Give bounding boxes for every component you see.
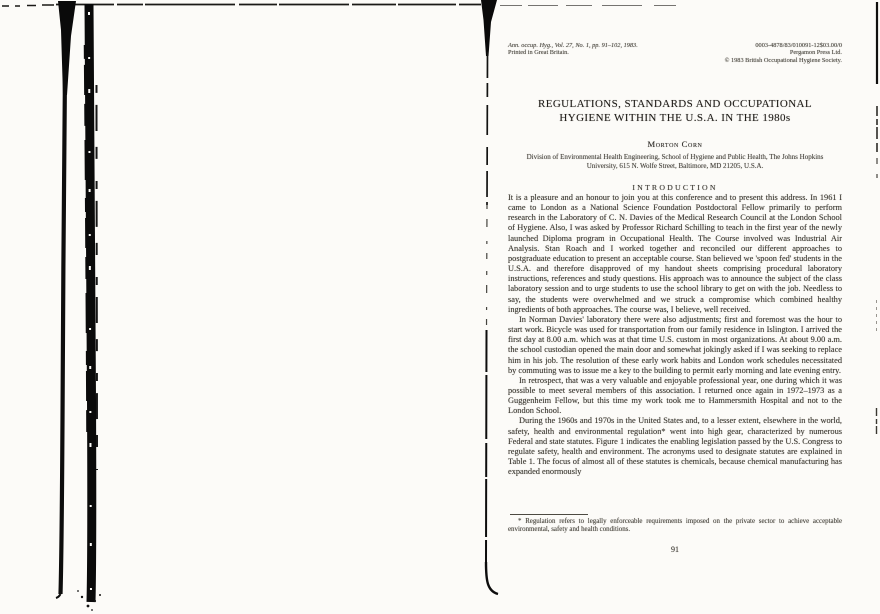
section-heading-introduction: INTRODUCTION xyxy=(632,183,718,192)
journal-header xyxy=(508,42,842,64)
journal-citation-block xyxy=(508,42,638,64)
copyright-line: © 1983 British Occupational Hygiene Society. xyxy=(724,56,842,64)
body-paragraph-4: During the 1960s and 1970s in the United States and, to a lesser extent, elsewhere in the world, safety, health and environmental regulation* went into high gear, characterized by numerous Federal and state statutes. Figure 1 indicates the enabling legislation passed by the U.S. Congress to regulate safety, health and environment. The acronyms used to designate statutes are explained in Table 1. The focus of almost all of these statutes is chemicals, because chemical manufacturing has expanded enormously xyxy=(508,416,842,477)
article-title-text: REGULATIONS, STANDARDS AND OCCUPATIONAL HYGIENE WITHIN THE U.S.A. IN THE 1980s xyxy=(537,98,813,124)
author-affiliation xyxy=(508,153,842,171)
article-body xyxy=(508,193,842,477)
right-page-edge-line xyxy=(877,2,878,436)
footnote-rule xyxy=(510,514,588,515)
citation-line: Ann. occup. Hyg., Vol. 27, No. 1, pp. 91–102, 1983. xyxy=(508,42,638,49)
printed-line: Printed in Great Britain. xyxy=(508,49,569,57)
issn-line: 0003-4878/83/010091-12$03.00/0 xyxy=(755,42,842,49)
body-paragraph-1: It is a pleasure and an honour to join you at this conference and to present this address. In 1961 I came to London as a National Science Foundation Postdoctoral Fellow primarily to perform research in the Laboratory of C. N. Davies of the Medical Research Council at the London School of Hygiene. Also, I was asked by Professor Richard Schilling to teach in the first year of the newly launched Diploma program in Occupational Health. The Course involved was Industrial Air Analysis. Stan Roach and I worked together and reconciled our different approaches to postgraduate education to present an acceptable course. Stan believed we 'spoon fed' students in the U.S.A. and therefore disapproved of my handout sheets comprising procedural laboratory instructions, references and study questions. His approach was to announce the subject of the class laboratory session and to urge students to use the school library to get on with the job. Needless to say, the students were overwhelmed and we struck a compromise which combined healthy ingredients of both approaches. The course was, I believe, well received. xyxy=(508,193,842,314)
author-affiliation-text: Division of Environmental Health Engineering, School of Hygiene and Public Health, The Johns Hopkins University, 615 N. Wolfe Street, Baltimore, MD 21205, U.S.A. xyxy=(526,153,824,170)
body-paragraph-3: In retrospect, that was a very valuable and enjoyable professional year, one during which it was possible to meet several members of this association. I returned once again in 1972–1973 as a Guggenheim Fellow, but this time my work took me to Hammersmith Hospital and not to the London School. xyxy=(508,375,842,416)
footnote-block xyxy=(508,514,842,534)
publisher-line: Pergamon Press Ltd. xyxy=(789,49,842,57)
author-name: Morton Corn xyxy=(647,139,703,149)
body-paragraph-2: In Norman Davies' laboratory there were also adjustments; first and foremost was the hour to start work. Bicycle was used for transportation from our family residence in Islington. I arrived the first day at 8.00 a.m. which was at that time U.S. custom in most organizations. At about 9.00 a.m. the school custodian opened the main door and somewhat jokingly asked if I was seeking to replace him in his job. The resolution of these early work habits and London work schedules necessitated by commuting was to issue me a key to the building to permit early morning and late evening entry. xyxy=(508,314,842,375)
article-first-page xyxy=(508,0,842,614)
footnote-text: * Regulation refers to legally enforceable requirements imposed on the private sector to achieve acceptable environmental, safety and health conditions. xyxy=(508,517,842,533)
page-number: 91 xyxy=(671,545,679,554)
article-title xyxy=(508,97,842,125)
journal-rights-block xyxy=(725,42,842,64)
